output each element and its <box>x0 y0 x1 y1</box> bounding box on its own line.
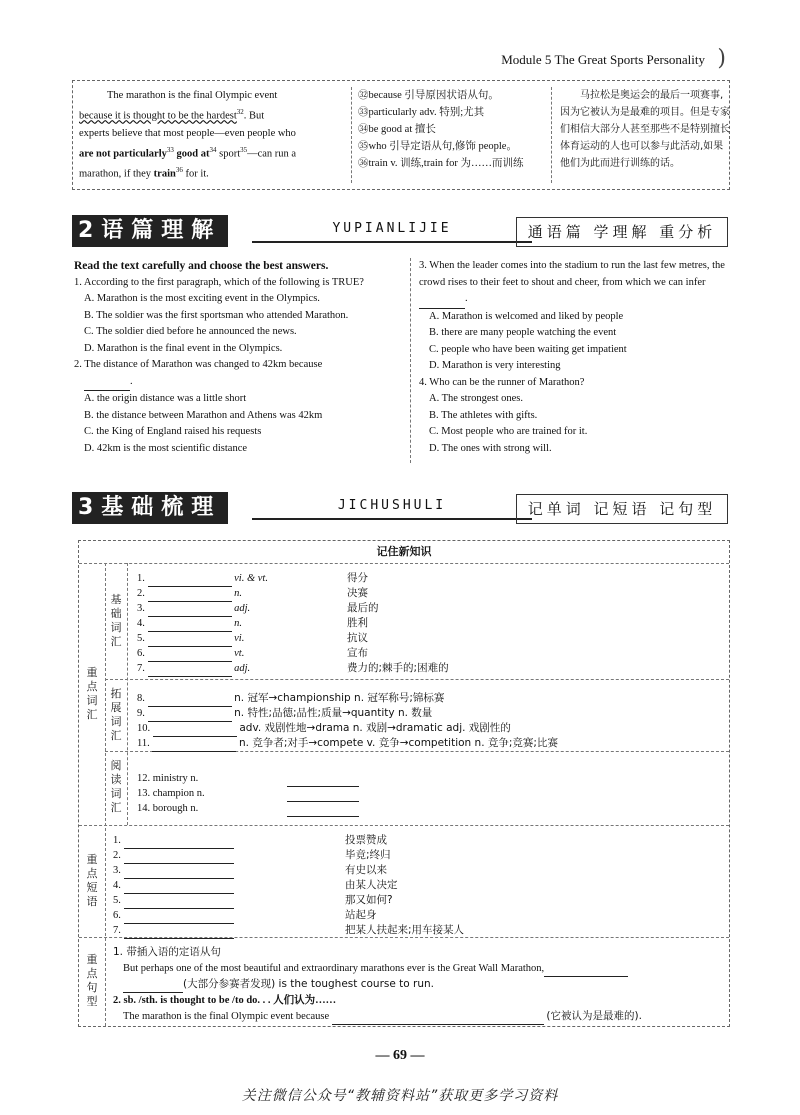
option[interactable]: C. people who have been waiting get impatient <box>429 343 627 355</box>
passage-box <box>72 80 730 190</box>
fill-blank[interactable] <box>152 736 236 752</box>
translation-column <box>551 87 732 183</box>
section-3-header <box>72 492 728 524</box>
sentence-2-title: 2. sb. /sth. is thought to be /to do. . . 人们认为…… <box>113 995 337 1006</box>
option[interactable]: C. Most people who are trained for it. <box>429 426 588 437</box>
vocab-box <box>78 540 730 1027</box>
fill-blank[interactable] <box>124 908 234 924</box>
phrase-row: 6. <box>113 908 234 924</box>
option[interactable]: C. the King of England raised his requests <box>84 426 262 437</box>
vocab-box-title: 记住新知识 <box>79 541 729 564</box>
vocab-row: 1. vi. & vt. <box>137 571 268 587</box>
vocab-meaning: 得分 <box>347 572 368 584</box>
option[interactable]: B. The athletes with gifts. <box>429 409 538 421</box>
fill-blank[interactable] <box>148 601 232 617</box>
fill-blank[interactable] <box>148 571 232 587</box>
note-item: ㉝particularly adv. 特别;尤其 <box>358 107 485 118</box>
ext-vocab-row: 9. n. 特性;品德;品性;质量→quantity n. 数量 <box>137 706 432 722</box>
fill-blank[interactable] <box>148 661 232 677</box>
option[interactable]: D. 42km is the most scientific distance <box>84 442 248 454</box>
vocab-row: 6. vt. <box>137 646 244 662</box>
vocab-row: 4. n. <box>137 616 242 632</box>
phrase-row: 5. <box>113 893 234 909</box>
label-key-sentences: 重点句型 <box>86 953 98 1008</box>
sentence-1-title: 1. 带插入语的定语从句 <box>113 946 221 958</box>
option[interactable]: B. there are many people watching the event <box>429 327 617 338</box>
sentence-2-line: The marathon is the final Olympic event because (它被认为是最难的). <box>123 1009 642 1025</box>
question-2: 2. The distance of Marathon was changed to 42km because <box>74 359 323 370</box>
watermark-text: 关注微信公众号“教辅资料站”获取更多学习资料 <box>241 1088 559 1104</box>
vocab-meaning: 胜利 <box>347 617 368 629</box>
fill-blank[interactable] <box>148 706 232 722</box>
fill-blank[interactable] <box>148 631 232 647</box>
phrase-meaning: 有史以来 <box>345 864 387 876</box>
instruction: Read the text carefully and choose the best answers. <box>74 260 329 272</box>
phrase-row: 7. <box>113 923 234 939</box>
phrase-meaning: 由某人决定 <box>345 879 398 891</box>
questions-left <box>74 258 392 457</box>
section-3-title: 3基础梳理 <box>72 492 228 524</box>
label-key-vocab: 重点词汇 <box>86 666 98 721</box>
note-ref: 33 <box>166 145 174 154</box>
section-3-slogan: 记单词 记短语 记句型 <box>516 494 728 524</box>
passage-line: experts believe that most people—even people who <box>79 127 296 139</box>
vocab-row: 2. n. <box>137 586 242 602</box>
fill-blank[interactable] <box>123 977 183 993</box>
fill-blank[interactable] <box>148 586 232 602</box>
option[interactable]: A. the origin distance was a little short <box>84 393 247 404</box>
fill-blank[interactable] <box>124 923 234 939</box>
fill-blank[interactable] <box>124 863 234 879</box>
section-2-pinyin: YUPIANLIJIE <box>252 219 532 243</box>
vocab-meaning: 费力的;棘手的;困难的 <box>347 662 449 674</box>
section-2-header <box>72 215 728 247</box>
label-extended-vocab: 拓展词汇 <box>110 687 122 742</box>
vocab-row: 5. vi. <box>137 631 244 647</box>
label-reading-vocab: 阅读词汇 <box>110 759 122 814</box>
question-3: 3. When the leader comes into the stadium to run the last few metres, the crowd rises to their feet to shout and cheer, from which we can infer <box>419 260 725 288</box>
note-item: ㉞be good at 擅长 <box>358 124 436 135</box>
phrase-meaning: 毕竟;终归 <box>345 849 391 861</box>
read-vocab-row: 13. champion n. <box>137 786 359 802</box>
fill-blank[interactable] <box>148 616 232 632</box>
vocab-meaning: 宣布 <box>347 647 368 659</box>
note-ref: 34 <box>209 145 217 154</box>
question-4: 4. Who can be the runner of Marathon? <box>419 376 585 388</box>
passage-bold: train <box>153 168 176 180</box>
phrase-row: 2. <box>113 848 234 864</box>
translation-text: 马拉松是奥运会的最后一项赛事,因为它被认为是最难的项目。但是专家们相信大部分人甚至那些不是特别擅长体育运动的人也可以参与此活动,如果他们为此而进行训练的话。 <box>560 90 730 169</box>
passage-bold: good at <box>176 148 210 159</box>
vocab-row: 7. adj. <box>137 661 250 677</box>
phrase-row: 3. <box>113 863 234 879</box>
note-ref: 32 <box>236 108 244 116</box>
option[interactable]: A. The strongest ones. <box>429 393 524 404</box>
section-2-slogan: 通语篇 学理解 重分析 <box>516 217 728 247</box>
fill-blank[interactable] <box>287 801 359 817</box>
phrase-meaning: 那又如何? <box>345 894 393 906</box>
fill-blank[interactable] <box>124 833 234 849</box>
option[interactable]: D. Marathon is very interesting <box>429 360 561 371</box>
label-basic-vocab: 基础词汇 <box>110 593 122 648</box>
note-ref: 36 <box>175 166 183 174</box>
ext-vocab-row: 11. n. 竞争者;对手→compete v. 竞争→competition n. 竞争;竞赛;比赛 <box>137 736 558 752</box>
passage-line: marathon, if they <box>79 168 152 180</box>
fill-blank[interactable] <box>148 691 232 707</box>
passage-text <box>79 87 341 183</box>
option[interactable]: B. The soldier was the first sportsman who attended Marathon. <box>84 309 349 321</box>
note-item: ㊱train v. 训练,train for 为……而训练 <box>358 158 524 169</box>
answer-blank[interactable] <box>419 291 465 309</box>
fill-blank[interactable] <box>124 878 234 894</box>
sentence-1-line1: But perhaps one of the most beautiful and extraordinary marathons ever is the Great Wall Marathon, <box>123 961 628 977</box>
option[interactable]: B. the distance between Marathon and Athens was 42km <box>84 409 323 421</box>
fill-blank[interactable] <box>124 848 234 864</box>
option[interactable]: D. The ones with strong will. <box>429 442 552 454</box>
note-item: ㉟who 引导定语从句,修饰 people。 <box>358 141 517 152</box>
section-2-title: 2语篇理解 <box>72 215 228 247</box>
option[interactable]: D. Marathon is the final event in the Olympics. <box>84 342 283 354</box>
questions-right: 3. When the leader comes into the stadium to run the last few metres, the crowd rises to their feet to shout and cheer, from which we can infer . A. Marathon is welcomed and liked by people B. there are many people watching the event C. people who have been waiting get impatient D. Marathon is very interesting 4. Who can be the runner of Marathon? A. The strongest ones. B. The athletes with gifts. C. Most people who are trained for it. D. The ones with strong will. <box>410 258 737 463</box>
passage-line: —can run a <box>247 148 297 159</box>
phrase-meaning: 投票赞成 <box>345 834 387 846</box>
page-number: — 69 — <box>375 1048 425 1063</box>
fill-blank[interactable] <box>287 771 359 787</box>
fill-blank[interactable] <box>544 961 628 977</box>
note-item: ㉜because 引导原因状语从句。 <box>358 90 499 101</box>
fill-blank[interactable] <box>124 893 234 909</box>
section-3-pinyin: JICHUSHULI <box>252 496 532 520</box>
passage-bold: are not particularly <box>79 148 167 159</box>
label-key-phrases: 重点短语 <box>86 853 98 908</box>
phrase-row: 1. <box>113 833 234 849</box>
passage-line: sport <box>219 148 241 159</box>
ext-vocab-row: 8. n. 冠军→championship n. 冠军称号;锦标赛 <box>137 691 444 707</box>
phrase-meaning: 站起身 <box>345 909 377 921</box>
phrase-meaning: 把某人扶起来;用车接某人 <box>345 924 465 936</box>
vocab-meaning: 最后的 <box>347 602 379 614</box>
option[interactable]: A. Marathon is the most exciting event in the Olympics. <box>84 293 320 304</box>
fill-blank[interactable] <box>148 646 232 662</box>
module-title: Module 5 The Great Sports Personality <box>501 52 705 67</box>
note-ref: 35 <box>240 145 248 154</box>
passage-line: The marathon is the final Olympic event <box>107 90 278 101</box>
sentence-1-line2: (大部分参赛者发现) is the toughest course to run. <box>123 977 434 993</box>
fill-blank[interactable] <box>332 1009 544 1025</box>
fill-blank[interactable] <box>153 721 237 737</box>
ext-vocab-row: 10. adv. 戏剧性地→drama n. 戏剧→dramatic adj. 戏剧性的 <box>137 721 511 737</box>
passage-line: because it is thought to be the hardest <box>79 110 237 122</box>
fill-blank[interactable] <box>287 786 359 802</box>
question-1: 1. According to the first paragraph, which of the following is TRUE? <box>74 276 364 288</box>
passage-line: . But <box>243 110 265 122</box>
page-header <box>0 46 800 76</box>
vocab-meaning: 决赛 <box>347 587 368 599</box>
vocab-row: 3. adj. <box>137 601 250 617</box>
read-vocab-row: 14. borough n. <box>137 801 359 817</box>
option[interactable]: A. Marathon is welcomed and liked by people <box>429 310 624 322</box>
answer-blank[interactable]: . <box>74 374 392 392</box>
read-vocab-row: 12. ministry n. <box>137 771 359 787</box>
option[interactable]: C. The soldier died before he announced the news. <box>84 326 297 337</box>
passage-line: for it. <box>185 168 209 180</box>
phrase-row: 4. <box>113 878 234 894</box>
vocab-meaning: 抗议 <box>347 632 368 644</box>
page-curl-decoration: ) <box>717 46 726 71</box>
notes-column <box>351 87 548 183</box>
